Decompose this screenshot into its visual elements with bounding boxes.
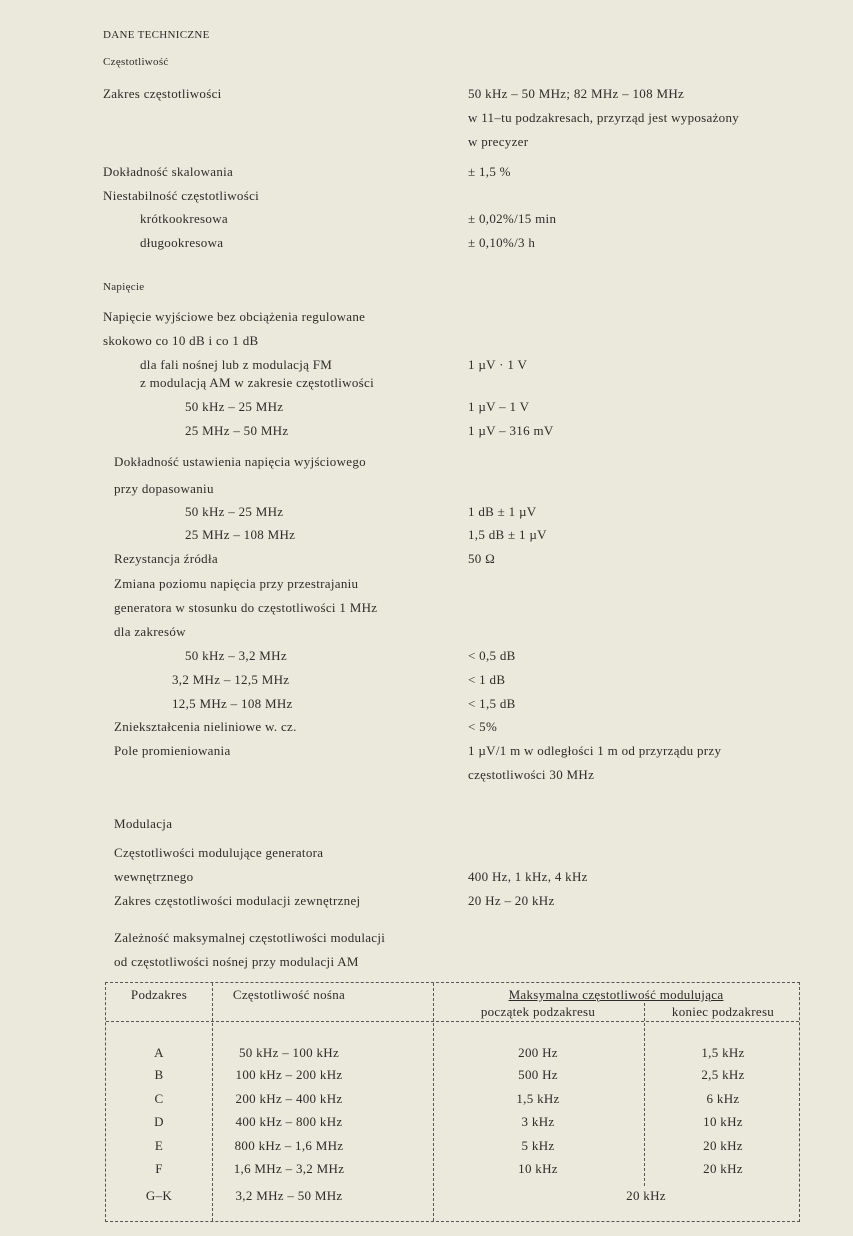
modulation-table [105,982,800,1222]
table-cell: F [155,1161,163,1176]
spec-value: < 1,5 dB [468,696,516,711]
table-cell: 3,2 MHz – 50 MHz [235,1188,343,1203]
spec-label: generatora w stosunku do częstotliwości 1 MHz [114,600,378,615]
table-cell: 10 kHz [518,1161,558,1176]
section-voltage: Napięcie [103,281,145,293]
spec-value: 50 Ω [468,551,496,566]
table-cell: 20 kHz [703,1138,743,1153]
spec-label: 12,5 MHz – 108 MHz [172,696,293,711]
header-start: początek podzakresu [480,1004,596,1019]
table-cell: 50 kHz – 100 kHz [238,1045,340,1060]
table-cell: 10 kHz [703,1114,743,1129]
spec-label: Napięcie wyjściowe bez obciążenia regulowane [103,309,366,324]
section-modulation: Modulacja [114,816,173,831]
spec-value: częstotliwości 30 MHz [468,767,595,782]
table-cell: 200 kHz – 400 kHz [235,1091,343,1106]
spec-label: Zakres częstotliwości modulacji zewnętrznej [114,893,361,908]
table-cell: 200 Hz [518,1045,558,1060]
table-cell: 400 kHz – 800 kHz [235,1114,343,1129]
header-max-mod: Maksymalna częstotliwość modulująca [508,987,724,1002]
spec-value: 20 Hz – 20 kHz [468,893,555,908]
section-frequency: Częstotliwość [103,56,169,68]
table-cell: 1,6 MHz – 3,2 MHz [233,1161,345,1176]
spec-value: ± 1,5 % [468,164,511,179]
spec-value: 1,5 dB ± 1 µV [468,527,547,542]
spec-label: Pole promieniowania [114,743,231,758]
spec-label: Zależność maksymalnej częstotliwości modulacji [114,930,386,945]
spec-value: 400 Hz, 1 kHz, 4 kHz [468,869,588,884]
spec-label: skokowo co 10 dB i co 1 dB [103,333,259,348]
header-carrier: Częstotliwość nośna [232,987,346,1002]
document-title: DANE TECHNICZNE [103,29,210,41]
table-cell: C [154,1091,164,1106]
spec-value: 1 µV – 316 mV [468,423,554,438]
spec-label: dla zakresów [114,624,186,639]
table-cell: 20 kHz [626,1188,666,1203]
spec-label: 25 MHz – 108 MHz [185,527,296,542]
spec-label: 50 kHz – 25 MHz [185,399,284,414]
spec-value: 50 kHz – 50 MHz; 82 MHz – 108 MHz [468,86,685,101]
table-cell: D [154,1114,164,1129]
spec-label: Rezystancja źródła [114,551,218,566]
header-subrange: Podzakres [130,987,188,1002]
spec-label: dla fali nośnej lub z modulacją FM [140,357,333,372]
spec-value: ± 0,10%/3 h [468,235,536,250]
table-cell: 500 Hz [518,1067,558,1082]
spec-label: długookresowa [140,235,224,250]
table-cell: 1,5 kHz [516,1091,560,1106]
table-cell: B [154,1067,164,1082]
spec-label: wewnętrznego [114,869,194,884]
spec-label: 25 MHz – 50 MHz [185,423,289,438]
spec-label: z modulacją AM w zakresie częstotliwości [140,375,375,390]
table-cell: 800 kHz – 1,6 MHz [234,1138,344,1153]
table-cell: 1,5 kHz [701,1045,745,1060]
spec-label: Dokładność skalowania [103,164,234,179]
spec-value: ± 0,02%/15 min [468,211,557,226]
table-cell: A [154,1045,164,1060]
spec-label: Częstotliwości modulujące generatora [114,845,324,860]
spec-label: Zniekształcenia nieliniowe w. cz. [114,719,297,734]
spec-value: w precyzer [468,134,529,149]
spec-label: przy dopasowaniu [114,481,214,496]
spec-value: 1 dB ± 1 µV [468,504,537,519]
spec-label: Zakres częstotliwości [103,86,222,101]
spec-label: 3,2 MHz – 12,5 MHz [172,672,290,687]
spec-value: < 0,5 dB [468,648,516,663]
spec-label: 50 kHz – 3,2 MHz [185,648,287,663]
spec-label: Niestabilność częstotliwości [103,188,260,203]
spec-value: 1 µV/1 m w odległości 1 m od przyrządu przy [468,743,722,758]
spec-value: w 11–tu podzakresach, przyrząd jest wyposażony [468,110,740,125]
table-cell: E [154,1138,164,1153]
table-cell: 2,5 kHz [701,1067,745,1082]
spec-value: 1 µV · 1 V [468,357,528,372]
header-end: koniec podzakresu [671,1004,775,1019]
table-cell: 5 kHz [521,1138,555,1153]
spec-value: 1 µV – 1 V [468,399,530,414]
spec-label: Dokładność ustawienia napięcia wyjściowego [114,454,366,469]
spec-value: < 1 dB [468,672,506,687]
table-cell: 20 kHz [703,1161,743,1176]
table-cell: G–K [145,1188,173,1203]
spec-label: 50 kHz – 25 MHz [185,504,284,519]
spec-value: < 5% [468,719,498,734]
table-cell: 100 kHz – 200 kHz [235,1067,343,1082]
spec-label: Zmiana poziomu napięcia przy przestrajaniu [114,576,359,591]
table-cell: 6 kHz [706,1091,740,1106]
spec-label: krótkookresowa [140,211,228,226]
table-cell: 3 kHz [521,1114,555,1129]
spec-label: od częstotliwości nośnej przy modulacji AM [114,954,359,969]
